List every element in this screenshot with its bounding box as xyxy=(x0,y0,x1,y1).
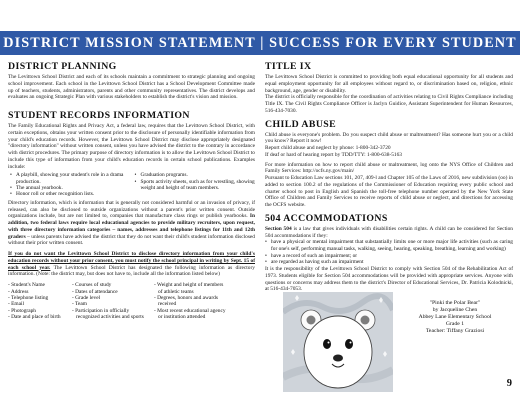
list-item: - Participation in officially xyxy=(72,307,130,314)
list-item: • The annual yearbook. xyxy=(10,185,63,192)
list-item: of athletic teams xyxy=(158,288,194,295)
title9-body: The Levittown School District is committed to providing both equal educational opportunity for all students and equal employment opportunity for all employees without regard to, or discrimination based on, religion, ethnic background, age, gender or disability. xyxy=(265,74,513,94)
abuse-phone: Report child abuse and neglect by phone: 1-800-342-3720 xyxy=(265,145,391,151)
records-examples xyxy=(10,172,255,198)
abuse-p1: Child abuse is everyone's problem. Do you suspect child abuse or maltreatment? Has someone hurt you or a child you know? Report it now! xyxy=(265,131,513,145)
list-item: - Email xyxy=(8,301,25,308)
s504-lead: Section 504 is a law that gives individuals with disabilities certain rights. A child can be considered for Section 504 accommodations if they: xyxy=(265,225,513,239)
list-item: or institution attended xyxy=(158,314,206,321)
records-directory-paragraph: Directory information, which is information that is generally not considered harmful or an invasion of privacy, if released, can also be disclosed to outside organizations without a parent's prior written consent. Outside organizations include, but are not limited to, companies that manufacture class rings or publish yearbooks. In addition, two federal laws require local educational agencies to provide military recruiters, upon request, with three directory information categories – names, addresses and telephone listings for 11th and 12th graders – unless parents have advised the district that they do not want their child's student information disclosed without their prior written consent. xyxy=(8,199,255,247)
list-item: - Courses of study xyxy=(72,282,112,289)
artwork-school: Abbey Lane Elementary School xyxy=(418,313,492,320)
page-number: 9 xyxy=(506,378,512,389)
list-item: - Degrees, honors and awards xyxy=(154,294,218,301)
records-intro: The Family Educational Rights and Privacy Act, a federal law, requires that the Levittown School District, with certain exceptions, obtains your written consent prior to the disclosure of personally identifiable information from your child's education records. However, the Levittown School District may disclose appropriately designated "directory information" without written consent, unless you have advised the district to the contrary in accordance with district procedures. The primary purpose of directory information is to allow the Levittown School District to include this type of information from your child's education records in certain school publications. Examples include: xyxy=(8,123,255,170)
planning-heading: DISTRICT PLANNING xyxy=(8,61,117,72)
student-artwork-section xyxy=(265,290,513,402)
list-item: - Dates of attendance xyxy=(72,288,118,295)
records-heading: STUDENT RECORDS INFORMATION xyxy=(8,110,190,121)
title9-heading: TITLE IX xyxy=(265,61,312,72)
list-item: - Date and place of birth xyxy=(8,314,61,321)
artwork-teacher: Teacher: Tiffany Graziosi xyxy=(425,327,485,334)
list-item: • have a record of such an impairment; or xyxy=(265,252,358,259)
list-item: • have a physical or mental impairment that substantially limits one or more major life activities (such as caring for one's self, performing manual tasks, walking, seeing, hearing, speaking, breathing, learning and working) xyxy=(265,239,513,252)
list-item: - Telephone listing xyxy=(8,294,49,301)
artwork-caption xyxy=(405,300,505,335)
list-item: recognized activities and sports xyxy=(76,314,144,321)
list-item: - Student's Name xyxy=(8,282,45,289)
artwork-grade: Grade 1 xyxy=(445,320,465,327)
polar-bear-drawing xyxy=(283,292,393,392)
title9-body-2: The district is officially responsible for the coordination of activities relating to Civil Rights Compliance including Title IX. The Civil Rights Compliance Officer is Jaclyn Guidice, Assistant Superintendent for Human Resources, 516-434-7030. xyxy=(265,94,513,114)
list-item: - Weight and height of members xyxy=(154,282,224,289)
abuse-heading: CHILD ABUSE xyxy=(265,118,337,130)
mission-banner-title: DISTRICT MISSION STATEMENT | SUCCESS FOR EVERY STUDENT xyxy=(3,34,517,51)
list-item: - Most recent educational agency xyxy=(154,307,226,314)
artwork-title: "Pinki the Polar Bear" xyxy=(429,300,481,306)
s504-body: It is the responsibility of the Levittown School District to comply with Section 504 of the Rehabilitation Act of 1973. Students eligible for Section 504 accommodations will be provided with appropriate services. Anyone with questions or concerns may address them to the district's Director of Educational Services, Dr. Patricia Kolodnicki, at 516-434-7053. xyxy=(265,266,513,293)
list-item: • Sports activity sheets, such as for wrestling, showing weight and height of team members. xyxy=(134,178,255,192)
list-item: • Honor roll or other recognition lists. xyxy=(10,191,95,198)
list-item: - Grade level xyxy=(72,294,101,301)
list-item: • Graduation programs. xyxy=(134,172,188,179)
list-item: - Team xyxy=(72,301,87,308)
directory-info-list xyxy=(8,282,255,320)
list-item: received xyxy=(158,301,177,308)
abuse-p4: For more information on how to report child abuse or maltreatment, log onto the NYS Office of Children and Family Services: http://ocfs.ny.gov/main/ xyxy=(265,161,513,175)
mission-banner xyxy=(0,31,520,55)
left-column xyxy=(8,60,255,321)
s504-heading: 504 ACCOMMODATIONS xyxy=(265,212,388,224)
directory-col-1 xyxy=(8,282,68,320)
directory-col-2 xyxy=(72,282,150,320)
records-examples-right xyxy=(135,172,256,198)
records-examples-left xyxy=(10,172,131,198)
directory-col-3 xyxy=(154,282,255,320)
artwork-artist: by Jacqueline Chen xyxy=(432,306,478,313)
list-item: • are regarded as having such an impairment xyxy=(265,259,364,266)
records-optout-paragraph: If you do not want the Levittown School District to disclose directory information from your child's education records without your prior consent, you must notify the school principal in writing by Sept. 15 of each school year. The Levittown School District has designated the following information as directory information. (Note: the district may, but does not have to, include all the information listed below) xyxy=(8,251,255,278)
right-column xyxy=(265,60,513,293)
planning-body: The Levittown School District and each of its schools maintain a commitment to strategic planning and ongoing school improvement. Each school in the Levittown School District has a School Development Committee made up of teachers, students, administrators, parents and other community representatives. The district develops and evaluates an ongoing Strategic Plan with various stakeholders to establish the district's vision and mission. xyxy=(8,74,255,101)
student-artwork-image xyxy=(283,292,393,392)
abuse-tdd: If deaf or hard of hearing report by TDD/TTY: 1-800-638-5163 xyxy=(265,151,402,158)
list-item: - Address xyxy=(8,288,29,295)
abuse-p5: Pursuant to Education Law sections 101, 207, 409-l and Chapter 105 of the Laws of 2016, new subdivision (oo) in added to section 100.2 of the regulations of the Commissioner of Education requiring every public school and charter school to post in English and Spanish the toll-free telephone number operated by the New York State Office of Children and Family Services to receive reports of child abuse or neglect, and directions for accessing the OCFS website. xyxy=(265,175,513,208)
list-item: • A playbill, showing your student's role in a drama production. xyxy=(10,172,124,185)
list-item: - Photograph xyxy=(8,307,36,314)
